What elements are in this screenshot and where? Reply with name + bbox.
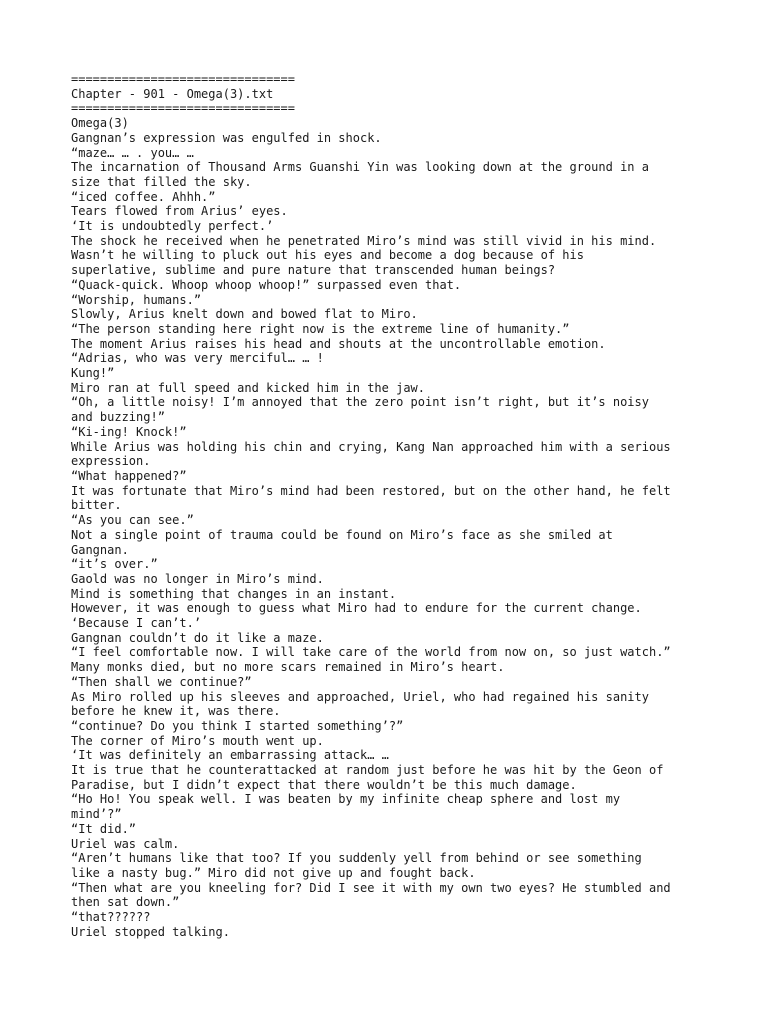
text-line: Many monks died, but no more scars remained in Miro’s heart. [71,660,505,675]
text-line: bitter. [71,498,122,513]
text-line: “Then shall we continue?” [71,674,252,689]
text-line: like a nasty bug.” Miro did not give up and fought back. [71,865,476,880]
text-line: As Miro rolled up his sleeves and approached, Uriel, who had regained his sanity [71,689,649,704]
text-line: ‘Because I can’t.’ [71,616,202,631]
text-line: mind’?” [71,807,122,822]
text-line: Paradise, but I didn’t expect that there wouldn’t be this much damage. [71,777,577,792]
text-line: superlative, sublime and pure nature that transcended human beings? [71,263,556,278]
text-line: Slowly, Arius knelt down and bowed flat to Miro. [71,307,418,322]
text-line: However, it was enough to guess what Miro had to endure for the current change. [71,601,642,616]
text-line: “Adrias, who was very merciful… … ! [71,351,324,366]
text-line: “I feel comfortable now. I will take care of the world from now on, so just watch.” [71,645,671,660]
text-line: Kung!” [71,366,115,381]
text-line: before he knew it, was there. [71,704,281,719]
text-line: “iced coffee. Ahhh.” [71,189,216,204]
text-line: “Quack-quick. Whoop whoop whoop!” surpassed even that. [71,277,462,292]
text-line: expression. [71,454,151,469]
text-line: size that filled the sky. [71,174,252,189]
text-line: Omega(3) [71,116,129,131]
text-line: “Worship, humans.” [71,292,202,307]
text-line: “Oh, a little noisy! I’m annoyed that the zero point isn’t right, but it’s noisy [71,395,649,410]
text-line: “it’s over.” [71,557,158,572]
text-line: Chapter - 901 - Omega(3).txt [71,86,274,101]
text-line: “that?????? [71,910,151,925]
text-line: “The person standing here right now is the extreme line of humanity.” [71,321,570,336]
text-line: Uriel was calm. [71,836,180,851]
text-line: Gangnan. [71,542,129,557]
text-line: then sat down.” [71,895,180,910]
text-line: Not a single point of trauma could be found on Miro’s face as she smiled at [71,527,613,542]
text-line: Uriel stopped talking. [71,924,230,939]
text-line: The corner of Miro’s mouth went up. [71,733,324,748]
document-text [71,72,731,939]
text-line: It is true that he counterattacked at random just before he was hit by the Geon of [71,763,664,778]
text-line: Gangnan’s expression was engulfed in shock. [71,130,382,145]
text-line: Gangnan couldn’t do it like a maze. [71,630,324,645]
text-line: “It did.” [71,821,137,836]
text-line: “Then what are you kneeling for? Did I see it with my own two eyes? He stumbled and [71,880,671,895]
text-line: The shock he received when he penetrated Miro’s mind was still vivid in his mind. [71,233,657,248]
text-line: “maze… … . you… … [71,145,194,160]
text-line: “As you can see.” [71,513,194,528]
text-line: ‘It is undoubtedly perfect.’ [71,219,274,234]
text-line: While Arius was holding his chin and crying, Kang Nan approached him with a serious [71,439,671,454]
text-line: “Ki-ing! Knock!” [71,424,187,439]
text-line: “continue? Do you think I started something’?” [71,718,404,733]
text-line: =============================== [71,101,295,116]
text-line: “What happened?” [71,468,187,483]
text-line: Mind is something that changes in an instant. [71,586,397,601]
text-line: and buzzing!” [71,410,165,425]
text-line: Wasn’t he willing to pluck out his eyes and become a dog because of his [71,248,584,263]
text-line: It was fortunate that Miro’s mind had been restored, but on the other hand, he felt [71,483,671,498]
text-line: Miro ran at full speed and kicked him in the jaw. [71,380,426,395]
text-line: Tears flowed from Arius’ eyes. [71,204,288,219]
text-line: =============================== [71,72,295,86]
text-line: “Aren’t humans like that too? If you suddenly yell from behind or see something [71,851,642,866]
text-line: “Ho Ho! You speak well. I was beaten by my infinite cheap sphere and lost my [71,792,621,807]
text-line: The incarnation of Thousand Arms Guanshi Yin was looking down at the ground in a [71,160,649,175]
text-line: ‘It was definitely an embarrassing attack… … [71,748,389,763]
text-line: The moment Arius raises his head and shouts at the uncontrollable emotion. [71,336,606,351]
text-line: Gaold was no longer in Miro’s mind. [71,571,324,586]
